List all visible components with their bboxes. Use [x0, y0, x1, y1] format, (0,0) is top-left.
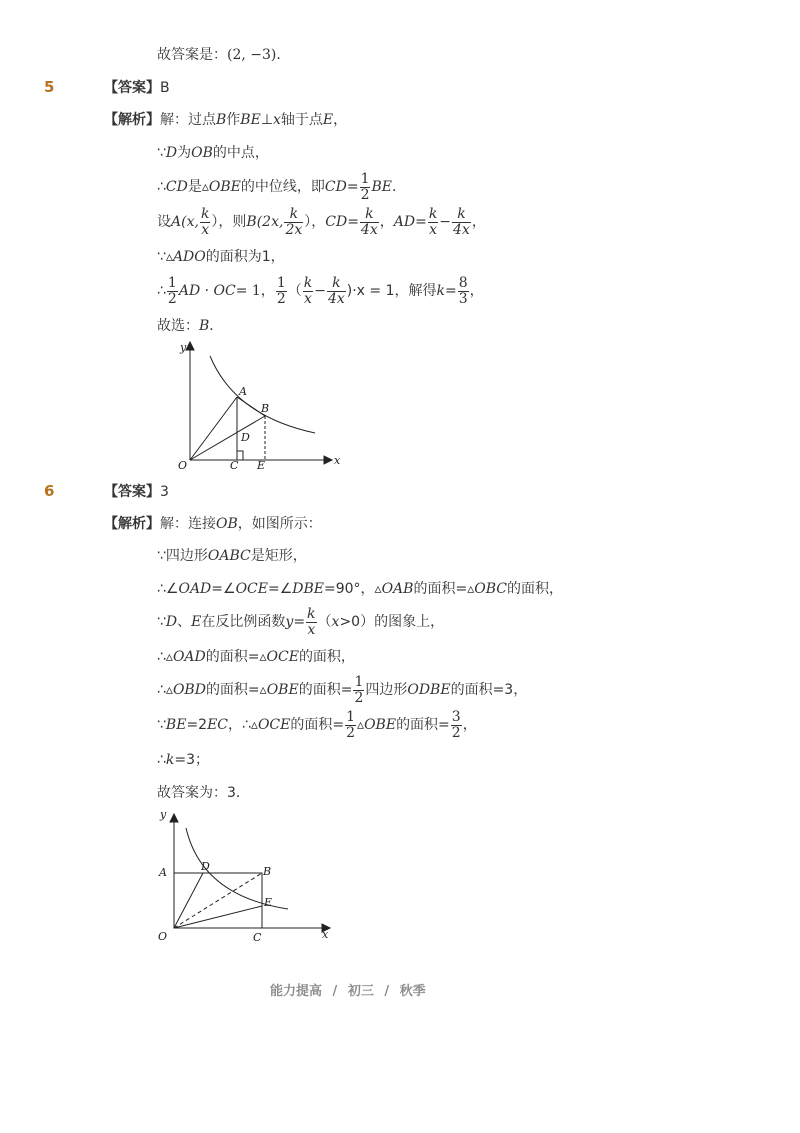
svg-text:x: x: [322, 928, 329, 941]
svg-text:A: A: [159, 866, 167, 879]
analysis-tag: 【解析】: [104, 516, 160, 532]
fraction: $\frac{k}{4x}$: [360, 205, 378, 238]
analysis-line-3: ∴CD是▵OBE的中位线，即CD= $\frac{1}{2}$ BE．: [157, 170, 406, 203]
answer-tag: 【答案】: [104, 80, 160, 96]
analysis-line-5: ∵▵ADO的面积为1，: [157, 249, 285, 265]
answer-row: [104, 483, 169, 501]
answer-tag: 【答案】: [104, 484, 160, 500]
analysis-tag: 【解析】: [104, 112, 160, 128]
fraction: $\frac{k}{4x}$: [453, 205, 470, 238]
svg-text:C: C: [253, 931, 262, 944]
analysis-line-9: 故答案为：3．: [157, 785, 250, 801]
fraction: $\frac{k}{4x}$: [327, 274, 345, 307]
svg-text:B: B: [261, 402, 270, 415]
svg-text:y: y: [180, 341, 187, 354]
svg-text:E: E: [264, 896, 273, 909]
fraction: $\frac{8}{3}$: [458, 274, 468, 307]
fraction: $\frac{k}{x}$: [200, 205, 210, 238]
analysis-line-1: 【解析】解：连接OB，如图所示：: [104, 516, 322, 532]
answer-value: B: [160, 80, 170, 96]
svg-text:D: D: [241, 431, 250, 444]
svg-text:D: D: [201, 860, 210, 873]
answer-row: [104, 79, 170, 97]
figure-q5: [170, 336, 345, 476]
fraction: $\frac{1}{2}$: [360, 170, 370, 203]
svg-text:O: O: [158, 930, 168, 943]
question-number: 6: [44, 482, 55, 500]
svg-text:C: C: [230, 459, 239, 472]
analysis-line-6: ∴▵OBD的面积=▵OBE的面积= $\frac{1}{2}$ 四边形ODBE的面积=3，: [157, 673, 528, 706]
analysis-line-8: ∴k=3；: [157, 752, 210, 768]
fraction: $\frac{k}{2x}$: [285, 205, 303, 238]
page-footer: 能力提高 / 初三 / 秋季: [270, 984, 426, 999]
analysis-line-6: ∴ $\frac{1}{2}$ AD · OC= 1， $\frac{1}{2}$ （ $\frac{k}{x}$ − $\frac{k}{4x}$ )·x = 1，解得k= $\frac{8}{3}$ ，: [157, 274, 484, 307]
svg-text:E: E: [257, 459, 266, 472]
analysis-line-4: 设A(x, $\frac{k}{x}$ ），则B(2x, $\frac{k}{2x}$ ），CD= $\frac{k}{4x}$ ，AD= $\frac{k}{x}$ − $\frac{k}{4x}$ ，: [157, 205, 486, 238]
fraction: $\frac{k}{x}$: [303, 274, 313, 307]
question-number: 5: [44, 78, 55, 96]
svg-text:y: y: [160, 808, 167, 821]
previous-answer-line: 故答案是：(2, −3)．: [157, 47, 291, 63]
fraction: $\frac{1}{2}$: [346, 708, 356, 741]
analysis-line-2: ∵D为OB的中点，: [157, 145, 269, 161]
analysis-line-4: ∵D、E在反比例函数y= $\frac{k}{x}$ （x>0）的图象上，: [157, 605, 445, 638]
analysis-line-5: ∴▵OAD的面积=▵OCE的面积，: [157, 649, 355, 665]
fraction: $\frac{k}{x}$: [307, 605, 316, 638]
analysis-line-7: ∵BE=2EC，∴▵OCE的面积= $\frac{1}{2}$ ▵OBE的面积= $\frac{3}{2}$ ，: [157, 708, 477, 741]
analysis-line-3: ∴∠OAD=∠OCE=∠DBE=90°，▵OAB的面积=▵OBC的面积，: [157, 581, 563, 597]
svg-text:O: O: [178, 459, 188, 472]
fraction: $\frac{3}{2}$: [451, 708, 461, 741]
analysis-line-1: 【解析】解：过点B作BE⊥x轴于点E，: [104, 112, 348, 128]
fraction: $\frac{1}{2}$: [276, 274, 286, 307]
analysis-line-2: ∵四边形OABC是矩形，: [157, 548, 307, 564]
fraction: $\frac{1}{2}$: [354, 673, 364, 706]
svg-text:B: B: [263, 865, 272, 878]
fraction: $\frac{k}{x}$: [428, 205, 438, 238]
svg-text:A: A: [239, 385, 247, 398]
fraction: $\frac{1}{2}$: [167, 274, 177, 307]
analysis-line-7: 故选：B．: [157, 318, 224, 334]
answer-value: 3: [160, 484, 169, 500]
svg-text:x: x: [334, 454, 341, 467]
figure-q6: [150, 806, 340, 951]
